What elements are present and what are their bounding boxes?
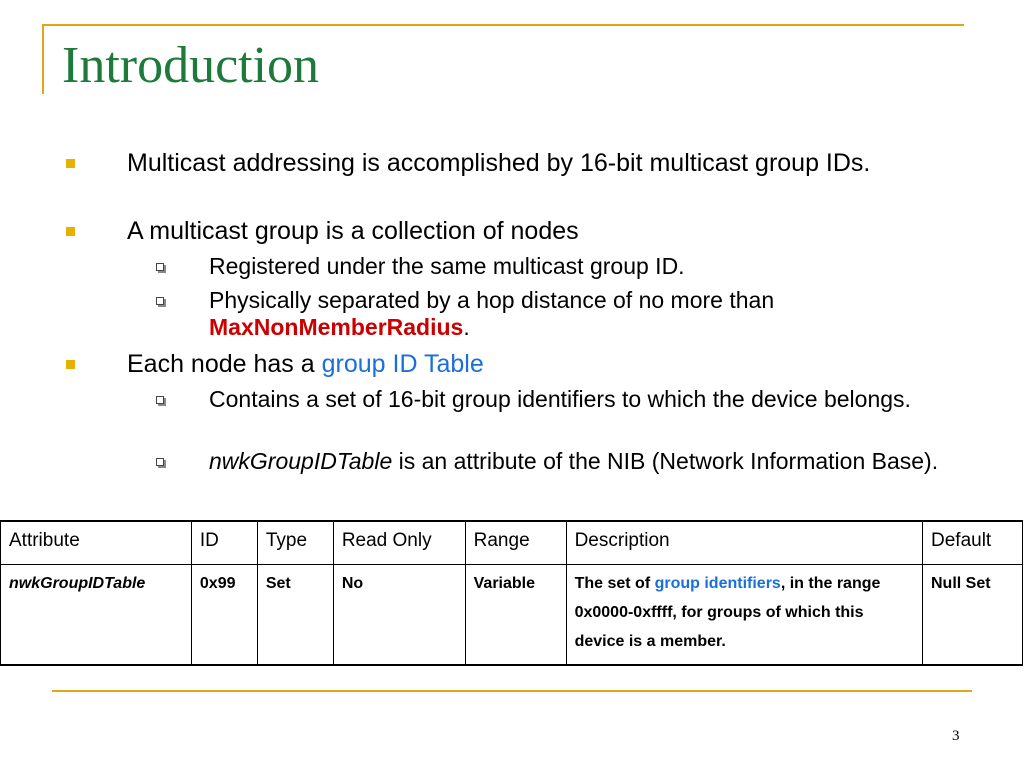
subbullet-text: is an attribute of the NIB (Network Information Base).	[392, 448, 939, 474]
page-number: 3	[952, 728, 960, 744]
header-read-only: Read Only	[333, 521, 465, 565]
cell-type: Set	[257, 565, 333, 666]
subbullet-contains	[209, 386, 979, 413]
checkbox-bullet-icon	[156, 458, 164, 466]
checkbox-bullet-icon	[156, 297, 164, 305]
bullet-text: Each node has a	[127, 350, 315, 378]
description-before: The set of	[574, 575, 655, 592]
subbullet-nwk-group-id-table	[209, 448, 979, 475]
header-attribute: Attribute	[1, 521, 192, 565]
subbullet-registered	[209, 253, 979, 280]
bullet-multicast-group	[127, 216, 937, 246]
square-bullet-icon	[66, 227, 75, 236]
header-description: Description	[566, 521, 922, 565]
cell-range: Variable	[465, 565, 566, 666]
cell-read-only: No	[333, 565, 465, 666]
frame-top-line	[42, 24, 964, 26]
header-range: Range	[465, 521, 566, 565]
checkbox-bullet-icon	[156, 396, 164, 404]
subbullet-physically-separated	[209, 287, 979, 341]
square-bullet-icon	[66, 159, 75, 168]
header-default: Default	[923, 521, 1023, 565]
subbullet-text: Contains a set of 16-bit group identifiers to which the device belongs.	[209, 386, 911, 412]
subbullet-text: Physically separated by a hop distance of no more than	[209, 287, 775, 313]
header-type: Type	[257, 521, 333, 565]
attribute-table	[0, 520, 1023, 666]
checkbox-bullet-icon	[156, 263, 164, 271]
bullet-multicast-addressing	[127, 148, 937, 178]
cell-description	[566, 565, 922, 666]
cell-id: 0x99	[191, 565, 257, 666]
header-id: ID	[191, 521, 257, 565]
footer-line	[52, 690, 972, 692]
table-header-row	[1, 521, 1023, 565]
bullet-group-id-table	[127, 349, 937, 379]
bullet-text: Multicast addressing is accomplished by 16-bit multicast group IDs.	[127, 149, 871, 177]
group-id-table-link[interactable]: group ID Table	[321, 350, 484, 378]
table-row	[1, 565, 1023, 666]
bullet-text: A multicast group is a collection of nodes	[127, 217, 579, 245]
square-bullet-icon	[66, 360, 75, 369]
subbullet-text: Registered under the same multicast group ID.	[209, 253, 685, 279]
cell-attribute: nwkGroupIDTable	[1, 565, 192, 666]
subbullet-period: .	[463, 314, 470, 340]
max-non-member-radius: MaxNonMemberRadius	[209, 314, 464, 340]
nwk-group-id-table-term: nwkGroupIDTable	[209, 448, 393, 474]
group-identifiers-link[interactable]: group identifiers	[654, 575, 781, 592]
cell-default: Null Set	[923, 565, 1023, 666]
frame-left-line	[42, 24, 44, 94]
slide-title: Introduction	[62, 37, 320, 94]
description-after: , in the range 0x0000-0xffff, for groups of which this device is a member.	[574, 575, 881, 650]
